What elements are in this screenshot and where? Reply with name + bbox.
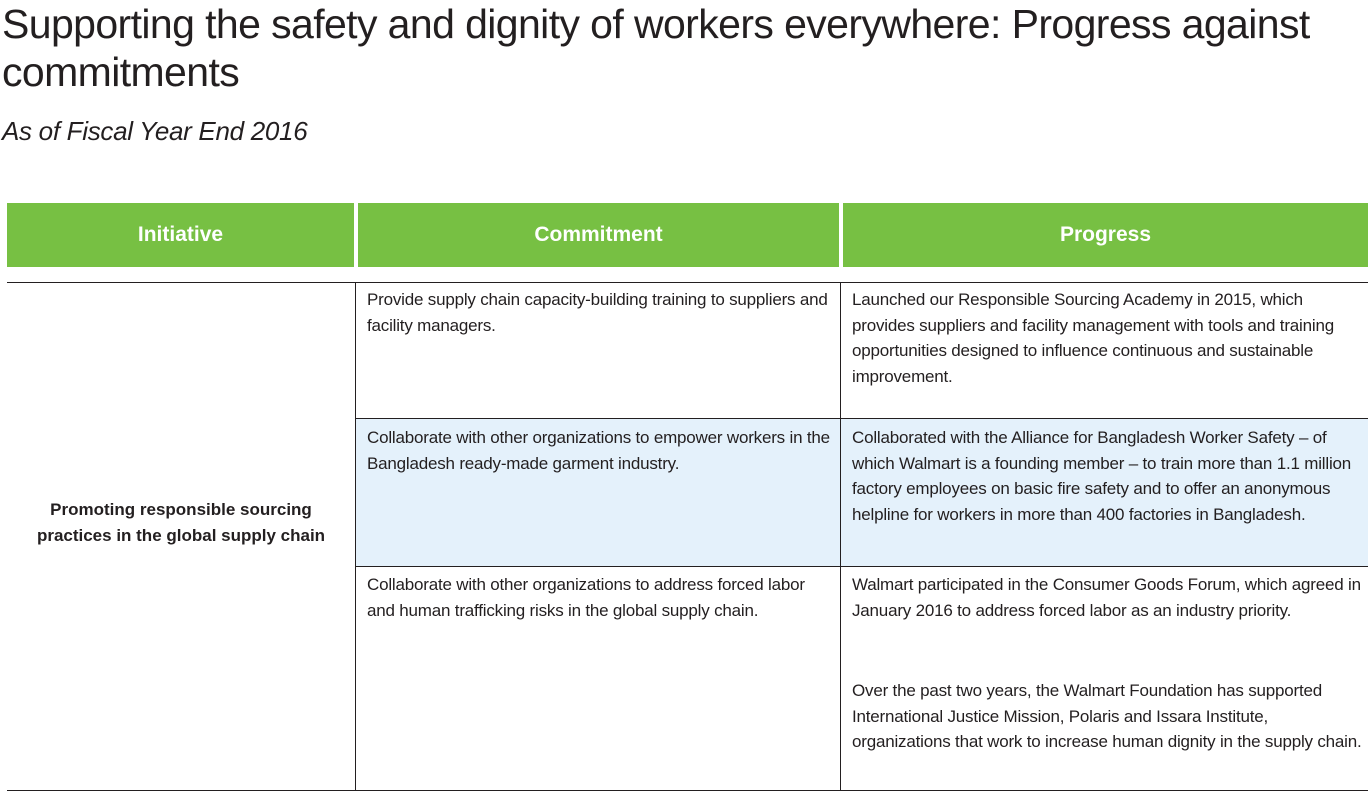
table-top-border: [7, 282, 1368, 283]
header-commitment: Commitment: [358, 203, 839, 267]
column-divider: [355, 282, 356, 791]
page-title: Supporting the safety and dignity of workers everywhere: Progress against commitments: [2, 1, 1310, 95]
table-bottom-border: [7, 790, 1368, 791]
row-divider: [355, 566, 1368, 567]
initiative-cell: Promoting responsible sourcing practices in the global supply chain: [36, 500, 326, 545]
progress-cell: Collaborated with the Alliance for Bangladesh Worker Safety – of which Walmart is a founding member – to train more than 1.1 million factory employees on basic fire safety and to offer an anonymous helpline for workers in more than 400 factories in Bangladesh.: [852, 428, 1352, 524]
table-header: [7, 203, 1368, 267]
progress-cell: Launched our Responsible Sourcing Academy in 2015, which provides suppliers and facility management with tools and training opportunities designed to influence continuous and sustainable improvement.: [852, 290, 1334, 386]
column-divider: [840, 282, 841, 791]
commitment-cell: Provide supply chain capacity-building training to suppliers and facility managers.: [367, 290, 828, 335]
header-progress: Progress: [843, 203, 1368, 267]
progress-cell-secondary: Over the past two years, the Walmart Foundation has supported International Justice Mission, Polaris and Issara Institute, organizations that work to increase human dignity in the supply chain.: [852, 681, 1362, 751]
commitment-cell: Collaborate with other organizations to address forced labor and human trafficking risks in the global supply chain.: [367, 575, 805, 620]
row-divider: [355, 418, 1368, 419]
page-subtitle: As of Fiscal Year End 2016: [2, 116, 308, 146]
commitment-cell: Collaborate with other organizations to empower workers in the Bangladesh ready-made garment industry.: [367, 428, 830, 473]
header-initiative: Initiative: [7, 203, 354, 267]
progress-cell: Walmart participated in the Consumer Goods Forum, which agreed in January 2016 to address forced labor as an industry priority.: [852, 575, 1361, 620]
